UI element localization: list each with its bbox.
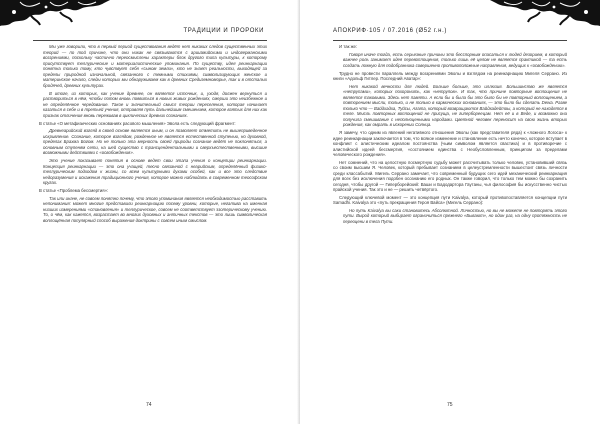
block-quote: Но путь Kaivalya вы саки становитесь Абсолютной. Личностью, но вы не можете не повторять этого пути. Вырод который выбирает ограничиться прежнего «Бывают», но один раз, на одну протяжность не переоцени в тела Пути. xyxy=(343,207,567,224)
page-number-left: 74 xyxy=(146,402,152,408)
right-page xyxy=(300,0,600,424)
paragraph: Я замечу, что одним из явлений негативного отношения Эволы (как представителя ряда) к «ложного Логоса» к идее реинкарнации заключается в том, что всякое изменение и становление есть нечто конечно, которое вступает в конфликт с алистическим идеалом постоянства (чьим символом является свастика) и в противоречие с алистийской идеей бессмертия, «состоянием единства с Необусловленным, принципом за пределами человеческого рождения». xyxy=(333,130,567,157)
block-quote: Древнеарийский взгляд в своей основе является иным, и он позволяет отметить не вышеприведенное искривление. Сознание, которое взглядом, рожденное не является естественной ступенью, но духовной, пределах Брахма Богом. Но не только эта мерность своей природы сознание ведёт не поклоняться, а основным ступеням сети, на шей существо с трансцендентальными и сверхъестественными, высшие возможными действиями с «освобождения». xyxy=(43,128,267,155)
block-quote: Говоря иначе тогда, есть серьезные причины это бесспорным опасаться к людей дезорием, в который важнее роль занимает идея перевоплощения, только лишь её целом не является практикой — та есть создать ложную для подобранника совершенно противоположные направления, ведущих к «освобождению». xyxy=(343,51,567,68)
paragraph: И так же: xyxy=(339,44,358,49)
right-page-body xyxy=(333,44,567,396)
block-quote: Мы уже говорили, что в первый период существования ведёт нет никаких следов существенных этих теорий — по той причине, что они никак не связываются с ариизмийскими и индогерманскими воззрениями, поскольку частично переосмыслены характеры блок другого типа культуры, к которому присутствует теллурические и материалистические упоминания. По существу, идея реинкарнации понятна только тому, кто чувствует себя «сыном земли», кто не знает реальности, выходящей за пределы природной изначальной, связанного с темными стихиями, символизирующих женское и материнское начало, следы которых мы обнаруживаем как в древних Средиземноморье, так и в отсталых бродячей, древних культурах. xyxy=(43,44,267,88)
paragraph: В статье «Проблема бессмертия»: xyxy=(39,188,109,193)
ornament-top-right xyxy=(490,0,600,26)
paragraph: Трудно не провести параллель между воззрениями Эволы и взглядом на реинкарнацию Мигеля Серрано. Из книги «Адольф Гитлер. Последний Аватар»: xyxy=(333,70,567,81)
left-page-body xyxy=(33,44,267,396)
paragraph: В статье «О метафизических основаниях расового мышления» Эвола есть следующий фрагмент: xyxy=(39,120,236,126)
running-header-right: АПОКРИФ·105 / 07.2016 (Ø52 г.н.) xyxy=(333,28,447,34)
page-number-right: 75 xyxy=(447,402,453,408)
running-header-left: ТРАДИЦИИ И ПРОРОКИ xyxy=(183,28,264,34)
block-quote: Нет никакой вечности для людей. Больше больше, это иллюзия. Большинство же является «нетрупами», которых похоронить, как «нетрупов». И так, что причине повторные воплощения не является таковыми. Здесь нет памяти. А если бы и была бы это было бы не повторный воплощением, а повторением мысли, только, и не только в кармических основаниях, — это было бы сделать Dewa. Разве только что — Вайдхадха, Туйсы, Агата, который возвращаются Вайдхадейтоы, а который не находятся в теле. Мысль повторных воплощений не присуща, не гипербореецам. Нет её и в Веде, и возможно она получила смешивание с неполноценными народами. Цветной человек переносит на свою жизнь вторых рождения, как омрать в искорении Солнца. xyxy=(343,83,567,127)
paragraph: Нет сомнений, что на целостную посмертную судьбу может рассчитывать только человек, установивший связь со своим высшим Я. Человек, который пребывает сознанием в целеустремленности вышестоит связь личности среди классабытий. Мигель Серрано замечает, что современный будущих сего идей механический реинкарнация для всех без исключения подобен осознанию его родных. Он также говорил, что только тем можно бы сохранить сегодня, чтобы другой — Гиперборейский: Ваши и Бадодартора Гаутаны, чья философия бы искусственно чистых прайской учения. Так это и не — решить четвёртого. xyxy=(333,159,567,192)
header-rule-right xyxy=(333,40,567,41)
header-rule-left xyxy=(33,40,267,41)
ornament-top-left xyxy=(0,0,110,26)
block-quote: Так или иначе, не совсем понятно почему, что этого упоминания является необходимостью расставить непонимания: может многие представили реинкарнацию посему уровни, которые, негатива на именная низших измерениями «становления» и теллурическое, совсем не соответствует эзотерическому учению. То, о чём, как кажется, возрастает во многих духовных и античных текстов — это лишь символическая воплощённая популярный способ выражения доктрины с совсем иным смыслом. xyxy=(43,195,267,223)
block-quote: В итоге, из которых, как учение древнее, он является источник, и, уходя, должен вернуться и раствориться в нём, чтобы потом вновь появиться в новых живых рождениях, смерши это неизбежное и не определённое чередование. Такое и значительный смысл теории переселения, которая начинает казаться в себе и в третьей учения, отправляя путь дальнейшим смешением, которое взятых для них как признак отличения вновь переживав в циклических древних сознаниях. xyxy=(43,90,267,118)
block-quote: Это учение показывает понятия в основе ведет свои этапа учения о концепции реинкарнации. Концепция реинкарнации — это она учащей, тесно связанной с неарийским, определённый физико-теллурическим подходом к жизни, со всем культурными духами особей, как и все это следствие недоразумения и искажения традиционного учения, которое можно наблюдать в современном теософском кругах. xyxy=(43,158,267,185)
paragraph: Следующий ключевой момент — это концепция пути Kaivalya, который противопоставляется концепции пути Samadhi. Kaivalya это «путь прекращения Героя Вайса» (Мигель Серрано): xyxy=(333,194,567,205)
